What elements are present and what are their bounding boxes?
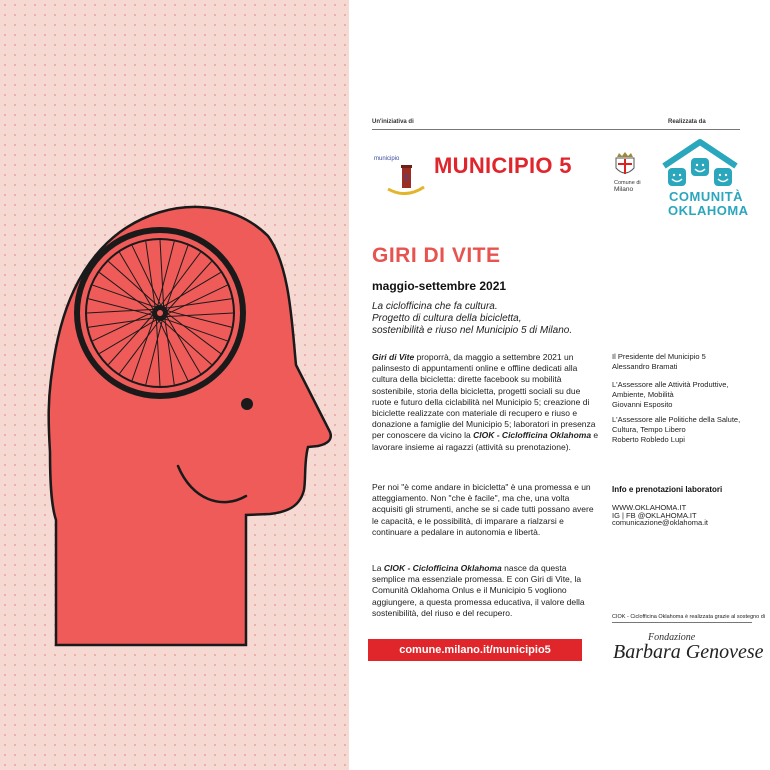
ciok-support-note: CIOK - Ciclofficina Oklahoma è realizzata grazie al sostegno di [612, 614, 766, 620]
fondazione-name: Barbara Genovese [613, 641, 764, 663]
body-p3-b: nasce da questa semplice ma essenziale promessa. E con Giri di Vite, la Comunità Oklahoma Onlus e il Municipio 5 vogliono aggiungere, a questa promessa educativa, il valore della sostenibilità, del riuso e del recupero. [372, 563, 585, 618]
event-title: GIRI DI VITE [372, 244, 501, 267]
oklahoma-line2: OKLAHOMA [668, 203, 749, 218]
body-p1-lead: Giri di Vite [372, 352, 415, 362]
municipio-title: MUNICIPIO 5 [434, 153, 572, 178]
body-p1-b: e lavorare insieme ai ragazzi (attività su prenotazione). [372, 430, 599, 452]
head-silhouette [49, 207, 331, 645]
comune-line2: Milano [614, 186, 634, 193]
info-email[interactable]: comunicazione@oklahoma.it [612, 518, 708, 527]
municipio-small-label: municipio [374, 156, 400, 162]
intro-line: sostenibilità e riuso nel Municipio 5 di Milano. [372, 325, 573, 336]
intro-line: La ciclofficina che fa cultura. [372, 301, 498, 312]
comune-line1: Comune di [614, 180, 641, 186]
fondazione-label: Fondazione [648, 632, 696, 643]
eye [241, 398, 253, 410]
header-rule-left [372, 129, 612, 130]
info-site[interactable]: WWW.OKLAHOMA.IT [612, 503, 687, 512]
official-role: L'Assessore alle Attività Produttive, Ambiente, Mobilità [612, 380, 729, 399]
official-name: Giovanni Esposito [612, 400, 673, 409]
oklahoma-house-icon [658, 138, 742, 190]
event-dates: maggio-settembre 2021 [372, 279, 507, 293]
body-p3-em: CIOK - Ciclofficina Oklahoma [383, 563, 502, 573]
body-p3-a: La [372, 563, 384, 573]
municipio-url-link[interactable]: comune.milano.it/municipio5 [368, 639, 582, 661]
event-intro [372, 301, 622, 337]
official-role: Il Presidente del Municipio 5 [612, 352, 706, 361]
info-social[interactable]: IG | FB @OKLAHOMA.IT [612, 511, 697, 520]
body-paragraph-2: Per noi "è come andare in bicicletta" è una promessa e un atteggiamento. Non "che è facile", ma che, una volta acquisiti gli strumenti, anche se si cade tutti possano avere le capacità, e le possibilità, di imparare a rialzarsi e continuare a pedalare in autonomia e libertà. [372, 482, 594, 537]
body-p1-a: proporrà, da maggio a settembre 2021 un palinsesto di appuntamenti online e offline dedicati alla cultura della bicicletta: dirette facebook su mobilità sostenibile, storia della bicicletta, progetti sociali su due ruote e futuro della ciclabilità nel Municipio 5; creazione di biciclette realizzate con materiale di recupero e riuso e donazione a famiglie del Municipio 5; laboratori in presenza per conoscere da vicino la [372, 352, 596, 441]
body-paragraph-1 [372, 352, 602, 453]
official-2 [612, 380, 762, 410]
body-p1-em: CIOK - Ciclofficina Oklahoma [473, 430, 592, 441]
official-3 [612, 415, 762, 445]
info-heading: Info e prenotazioni laboratori [612, 485, 723, 494]
official-1 [612, 352, 762, 372]
illustration-panel [0, 0, 349, 770]
head-with-wheel-illustration [0, 0, 349, 770]
realized-label: Realizzata da [668, 119, 706, 125]
initiative-label: Un'iniziativa di [372, 119, 414, 125]
official-name: Alessandro Bramati [612, 362, 678, 371]
body-paragraph-3 [372, 563, 602, 619]
oklahoma-line1: COMUNITÀ [669, 189, 744, 204]
intro-line: Progetto di cultura della bicicletta, [372, 313, 522, 324]
footer-rule [612, 622, 752, 623]
milan-crest-icon [614, 152, 636, 178]
official-name: Roberto Robledo Lupi [612, 435, 685, 444]
municipio-small-num: 5 [404, 173, 410, 183]
official-role: L'Assessore alle Politiche della Salute, Cultura, Tempo Libero [612, 415, 741, 434]
header-rule-right [612, 129, 740, 130]
